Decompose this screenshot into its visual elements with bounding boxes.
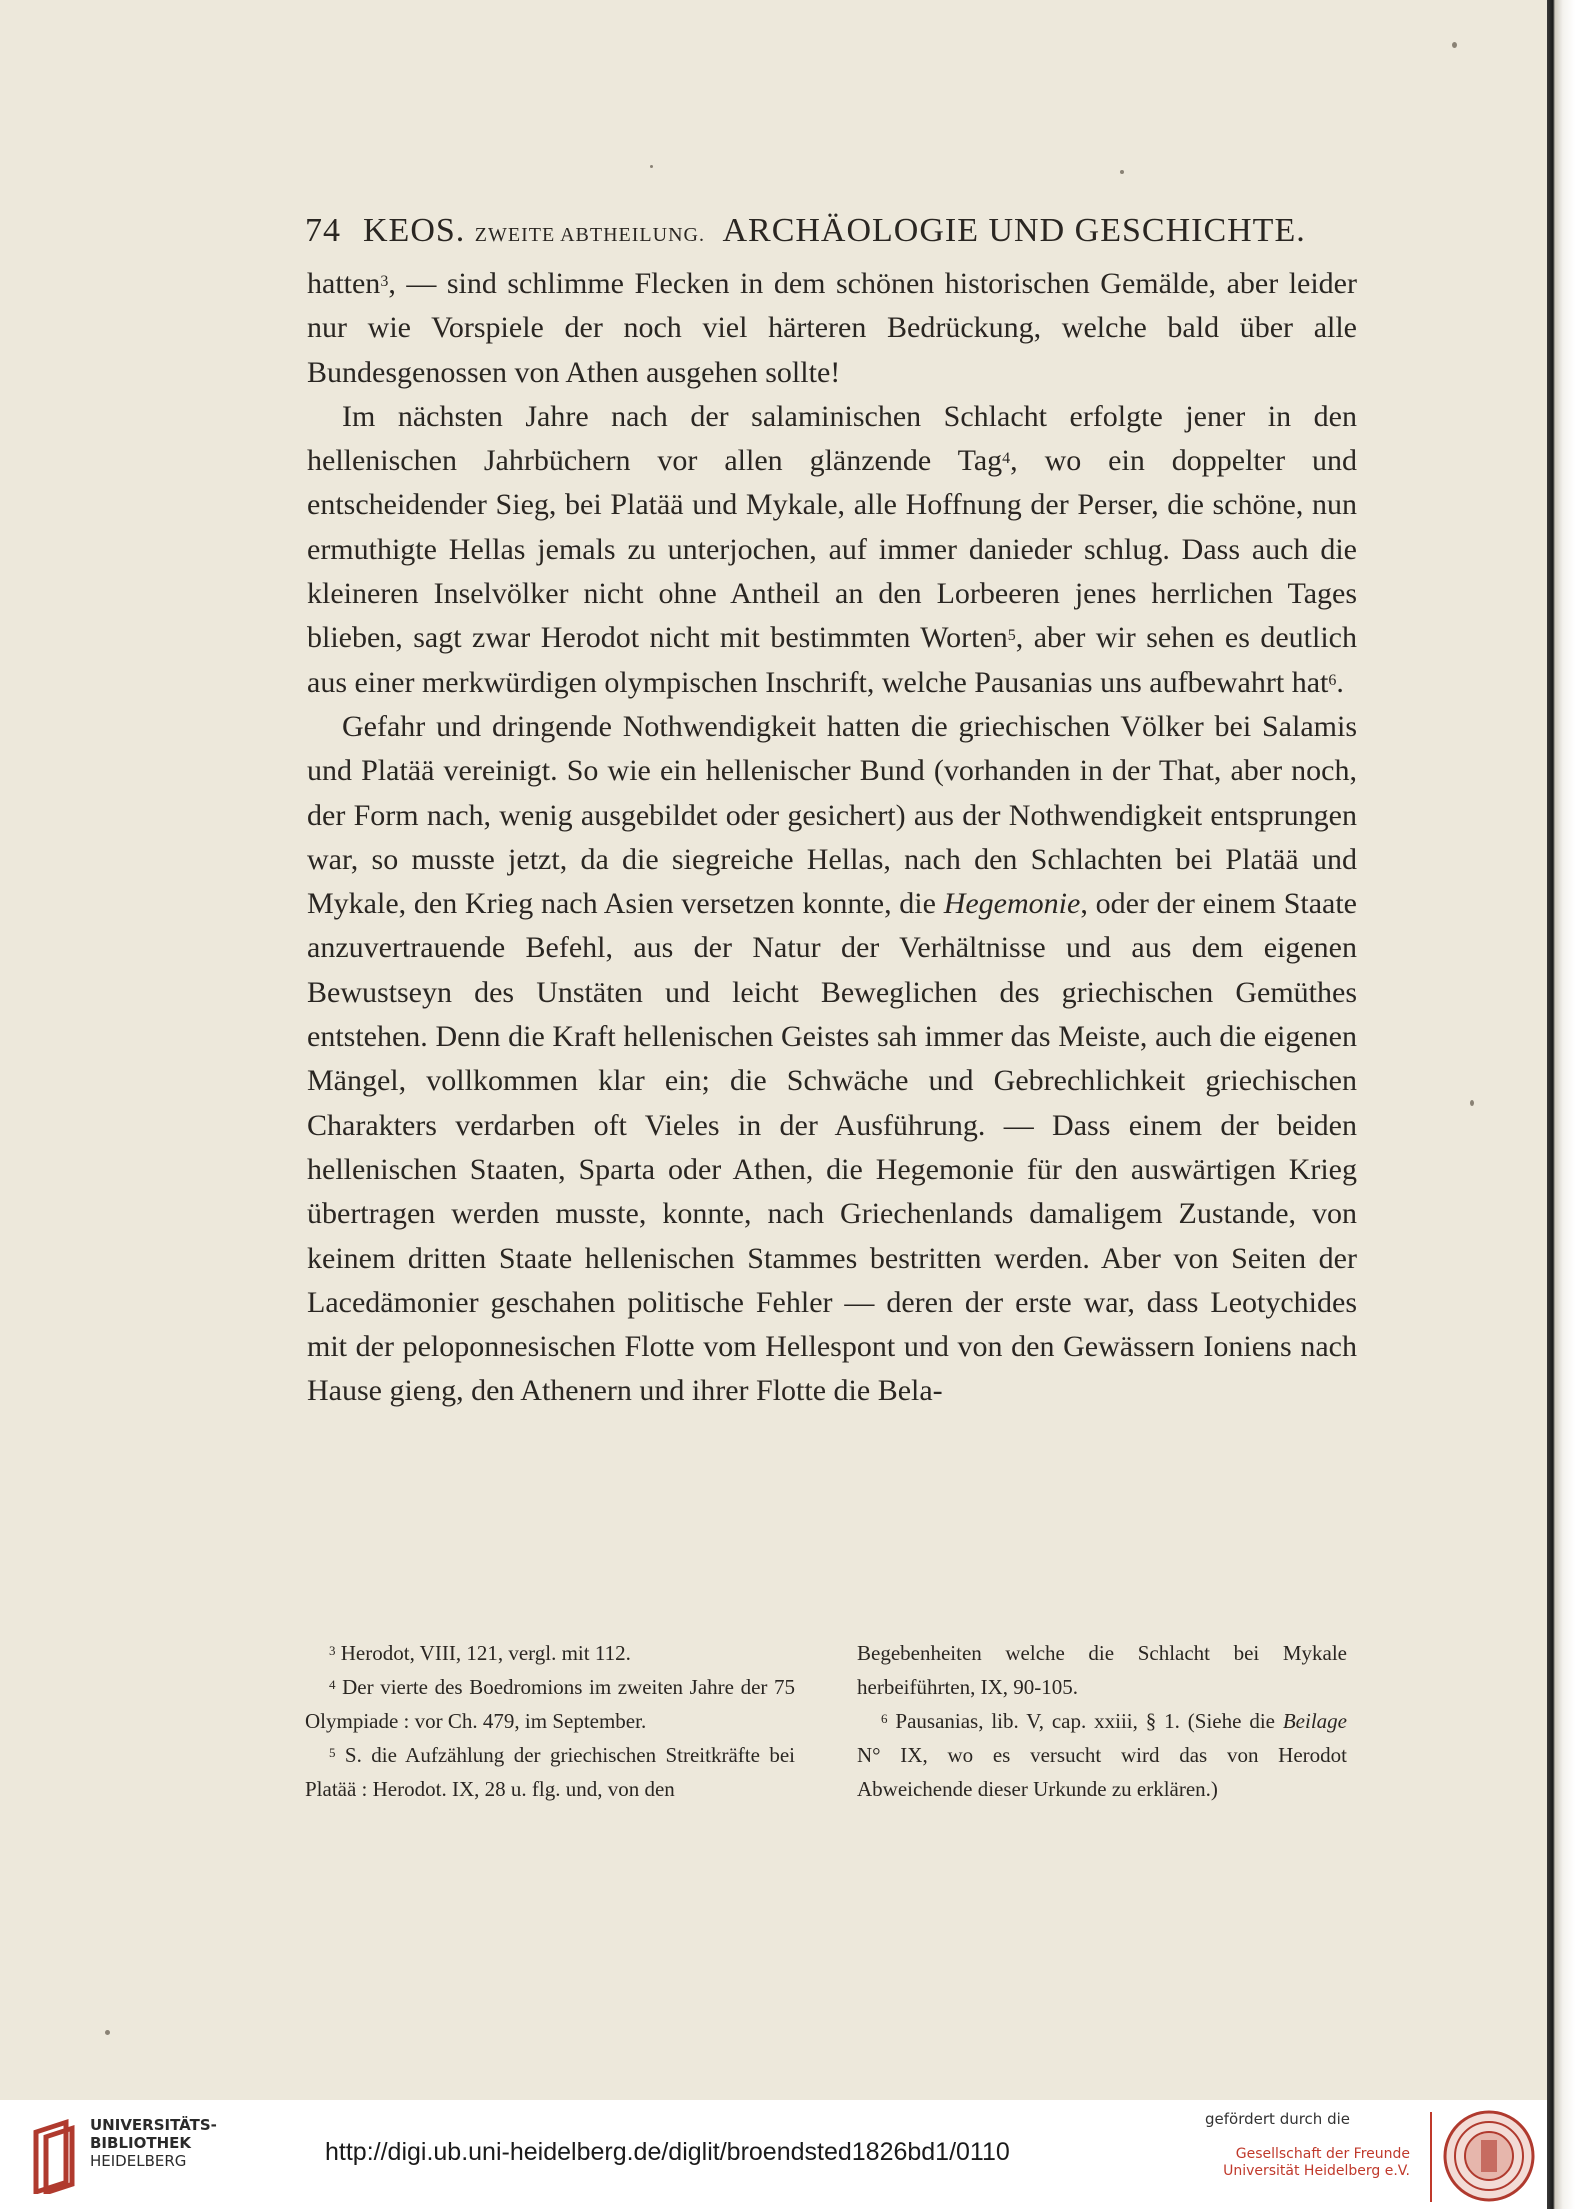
library-name-line: HEIDELBERG: [90, 2152, 187, 2170]
scan-right-edge: [1547, 0, 1575, 2209]
text-run: , wo ein doppelter und entscheidender Sieg, bei Platää und Mykale, alle Hoffnung der Perser, die schöne, nun ermuthigte Hellas jemals zu unterjochen, auf immer danieder schlug. Dass auch die kleineren Inselvölker nicht ohne Antheil an den Lorbeeren jenes herrlichen Tages blieben, sagt zwar Herodot nicht mit bestimmten Worten: [307, 444, 1358, 655]
italic-term: Beilage: [1282, 1709, 1347, 1733]
text-run: Im nächsten Jahre nach der salaminischen Schlacht erfolgte jener in den hellenischen Jahrbüchern vor allen glänzende Tag: [307, 399, 1357, 478]
footnote-text: Herodot, VIII, 121, vergl. mit 112.: [340, 1641, 631, 1665]
footnote-text: N° IX, wo es versucht wird das von Herodot Abweichende dieser Urkunde zu erklären.): [857, 1743, 1347, 1801]
footnote-5-continued: [857, 1636, 1347, 1704]
footnote-ref: 6: [1328, 671, 1337, 689]
running-head-section: ZWEITE ABTHEILUNG.: [474, 224, 705, 246]
text-run: Gefahr und dringende Nothwendigkeit hatten die griechischen Völker bei Salamis und Platää vereinigt. So wie ein hellenischer Bund (vorhanden in der That, aber noch, der Form nach, wenig ausgebildet oder gesichert) aus der Nothwendigkeit entsprungen war, so musste jetzt, da die siegreiche Hellas, nach den Schlachten bei Platää und Mykale, den Krieg nach Asien versetzen konnte, die: [307, 709, 1357, 921]
footnote-ref: 3: [380, 273, 389, 290]
sponsor-label: gefördert durch die: [1205, 2110, 1350, 2128]
sponsor-block: [1180, 2110, 1410, 2180]
footnote-text: Pausanias, lib. V, cap. xxiii, § 1. (Siehe die: [895, 1709, 1283, 1733]
footnote-3: [305, 1636, 795, 1670]
text-run: hatten: [307, 267, 381, 300]
library-name: [90, 2116, 230, 2170]
text-run: .: [1336, 665, 1344, 699]
footer-divider: [1430, 2112, 1432, 2202]
footnote-number: 3: [329, 1643, 336, 1658]
footnote-5: [305, 1738, 795, 1806]
text-run: , oder der einem Staate anzuvertrauende Befehl, aus der Natur der Verhältnisse und aus dem eigenen Bewustseyn des Unstäten und leicht Beweglichen des griechischen Gemüthes entstehen. Denn die Kraft hellenischen Geistes sah immer das Meiste, auch die eigenen Mängel, vollkommen klar ein; die Schwäche und Gebrechlichkeit griechischen Charakters verdarben oft Vieles in der Ausführung. — Dass einem der beiden hellenischen Staaten, Sparta oder Athen, die Hegemonie für den auswärtigen Krieg übertragen werden musste, konnte, nach Griechenlands damaligem Zustande, von keinem dritten Staate hellenischen Stammes bestritten werden. Aber von Seiten der Lacedämonier geschahen politische Fehler — deren der erste war, dass Leotychides mit der peloponnesischen Flotte vom Hellespont und von den Gewässern Ioniens nach Hause gieng, den Athenern und ihrer Flotte die Bela-: [307, 887, 1357, 1408]
sponsor-name: Universität Heidelberg e.V.: [1223, 2163, 1410, 2179]
footnote-4: [305, 1670, 795, 1738]
text-run: , aber wir sehen es deutlich aus einer merkwürdigen olympischen Inschrift, welche Pausanias uns aufbewahrt hat: [307, 621, 1357, 699]
text-run: , — sind schlimme Flecken in dem schönen historischen Gemälde, aber leider nur wie Vorspiele der noch viel härteren Bedrückung, welche bald über alle Bundesgenossen von Athen ausgehen sollte!: [307, 267, 1357, 389]
library-name-line: BIBLIOTHEK: [90, 2134, 191, 2152]
paragraph-1: [307, 262, 1357, 395]
footnote-column-right: [857, 1636, 1347, 1806]
university-seal-icon: [1443, 2110, 1535, 2202]
footnote-ref: 5: [1007, 627, 1016, 645]
paragraph-2: [307, 395, 1357, 705]
footnote-column-left: [305, 1636, 795, 1806]
paper-speck: [105, 2030, 110, 2035]
footnote-6: [857, 1704, 1347, 1806]
sponsor-name: Gesellschaft der Freunde: [1235, 2146, 1410, 2162]
footnote-text: S. die Aufzählung der griechischen Streitkräfte bei Platää : Herodot. IX, 28 u. flg. und, von den: [305, 1743, 796, 1801]
footnote-ref: 4: [1002, 450, 1011, 468]
body-text: [307, 262, 1357, 1414]
paper-speck: [1470, 1100, 1474, 1106]
running-head-subject: ARCHÄOLOGIE UND GESCHICHTE.: [722, 212, 1306, 249]
page-number: 74: [305, 212, 341, 249]
running-head-title: KEOS.: [363, 212, 466, 249]
library-name-line: UNIVERSITÄTS-: [90, 2116, 217, 2134]
library-logo-icon: [30, 2114, 80, 2194]
footnote-text: Begebenheiten welche die Schlacht bei Mykale herbeiführten, IX, 90-105.: [857, 1641, 1347, 1699]
footnote-text: Der vierte des Boedromions im zweiten Jahre der 75 Olympiade : vor Ch. 479, im September.: [305, 1675, 795, 1733]
italic-term: Hegemonie: [943, 887, 1081, 921]
permalink-url[interactable]: http://digi.ub.uni-heidelberg.de/diglit/broendsted1826bd1/0110: [325, 2138, 1010, 2166]
paper-speck: [1452, 42, 1457, 48]
paper-speck: [650, 165, 653, 168]
footnote-number: 6: [881, 1711, 888, 1726]
footer-bar: [0, 2100, 1547, 2209]
footnote-number: 5: [329, 1745, 336, 1760]
paper-speck: [1120, 170, 1124, 174]
running-head: [305, 212, 1355, 262]
footnote-number: 4: [329, 1677, 336, 1692]
paragraph-3: [307, 705, 1357, 1414]
